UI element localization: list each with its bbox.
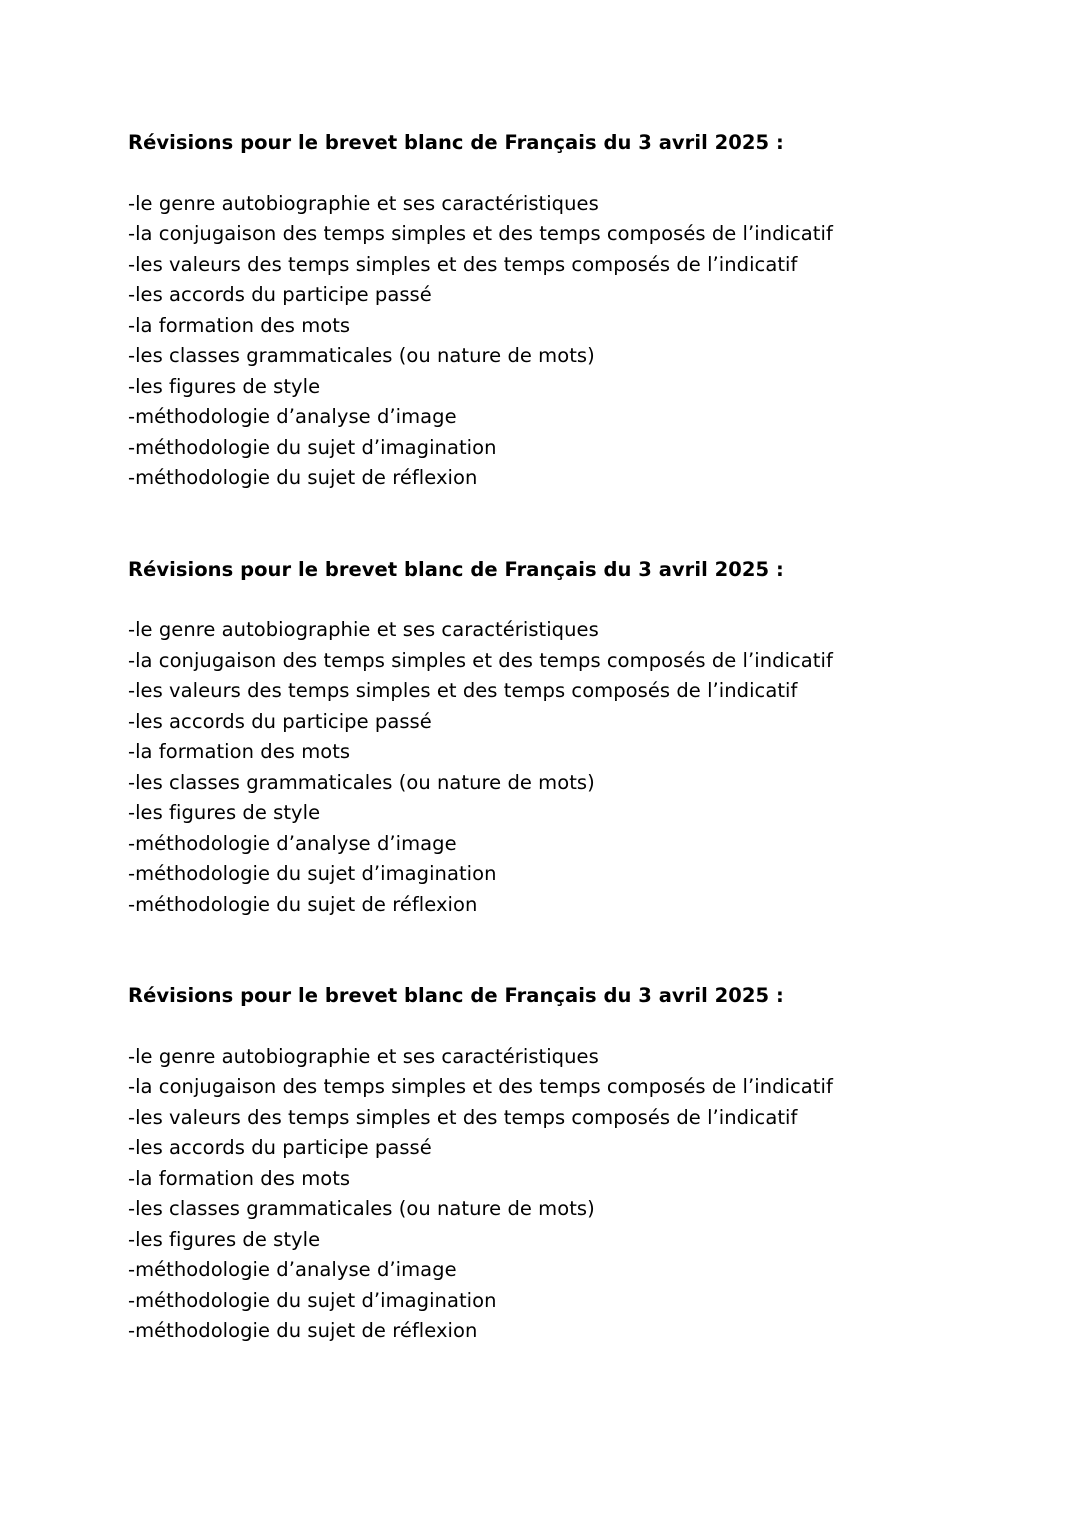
revision-block-2 xyxy=(128,555,952,921)
list-item: -méthodologie d’analyse d’image xyxy=(128,405,457,428)
list-item: -méthodologie d’analyse d’image xyxy=(128,1258,457,1281)
list-item: -méthodologie du sujet d’imagination xyxy=(128,862,497,885)
list-item: -la conjugaison des temps simples et des temps composés de l’indicatif xyxy=(128,1075,833,1098)
document-body xyxy=(128,128,952,1347)
list-item: -la conjugaison des temps simples et des temps composés de l’indicatif xyxy=(128,222,833,245)
list-item: -les accords du participe passé xyxy=(128,283,432,306)
list-item: -le genre autobiographie et ses caractéristiques xyxy=(128,1044,599,1068)
page-title: Révisions pour le brevet blanc de Français du 3 avril 2025 : xyxy=(128,557,784,581)
list-item: -les figures de style xyxy=(128,374,321,398)
revision-block-1 xyxy=(128,128,952,494)
list-item: -la formation des mots xyxy=(128,1166,351,1190)
revision-block-3 xyxy=(128,981,952,1347)
list-item: -les valeurs des temps simples et des temps composés de l’indicatif xyxy=(128,1105,798,1129)
list-item: -méthodologie du sujet de réflexion xyxy=(128,466,478,489)
list-item: -les classes grammaticales (ou nature de mots) xyxy=(128,1197,595,1220)
list-item: -les accords du participe passé xyxy=(128,1136,432,1159)
list-item: -les valeurs des temps simples et des temps composés de l’indicatif xyxy=(128,252,798,276)
list-item: -le genre autobiographie et ses caractéristiques xyxy=(128,191,599,215)
page-title: Révisions pour le brevet blanc de Français du 3 avril 2025 : xyxy=(128,984,784,1007)
list-item: -les classes grammaticales (ou nature de mots) xyxy=(128,344,595,367)
list-item: -méthodologie du sujet d’imagination xyxy=(128,435,497,459)
page-title: Révisions pour le brevet blanc de Français du 3 avril 2025 : xyxy=(128,131,784,154)
list-item: -méthodologie du sujet d’imagination xyxy=(128,1288,497,1312)
list-item: -les figures de style xyxy=(128,1227,321,1251)
list-item: -méthodologie du sujet de réflexion xyxy=(128,892,478,916)
revision-item-list xyxy=(128,189,952,494)
list-item: -les figures de style xyxy=(128,801,321,824)
list-item: -les classes grammaticales (ou nature de mots) xyxy=(128,770,595,794)
list-item: -les valeurs des temps simples et des temps composés de l’indicatif xyxy=(128,679,798,702)
revision-item-list xyxy=(128,1042,952,1347)
list-item: -méthodologie d’analyse d’image xyxy=(128,831,457,855)
list-item: -la formation des mots xyxy=(128,313,351,337)
list-item: -méthodologie du sujet de réflexion xyxy=(128,1319,478,1342)
revision-item-list xyxy=(128,615,952,920)
list-item: -les accords du participe passé xyxy=(128,709,432,733)
list-item: -la conjugaison des temps simples et des temps composés de l’indicatif xyxy=(128,648,833,672)
list-item: -la formation des mots xyxy=(128,740,351,763)
list-item: -le genre autobiographie et ses caractéristiques xyxy=(128,618,599,641)
